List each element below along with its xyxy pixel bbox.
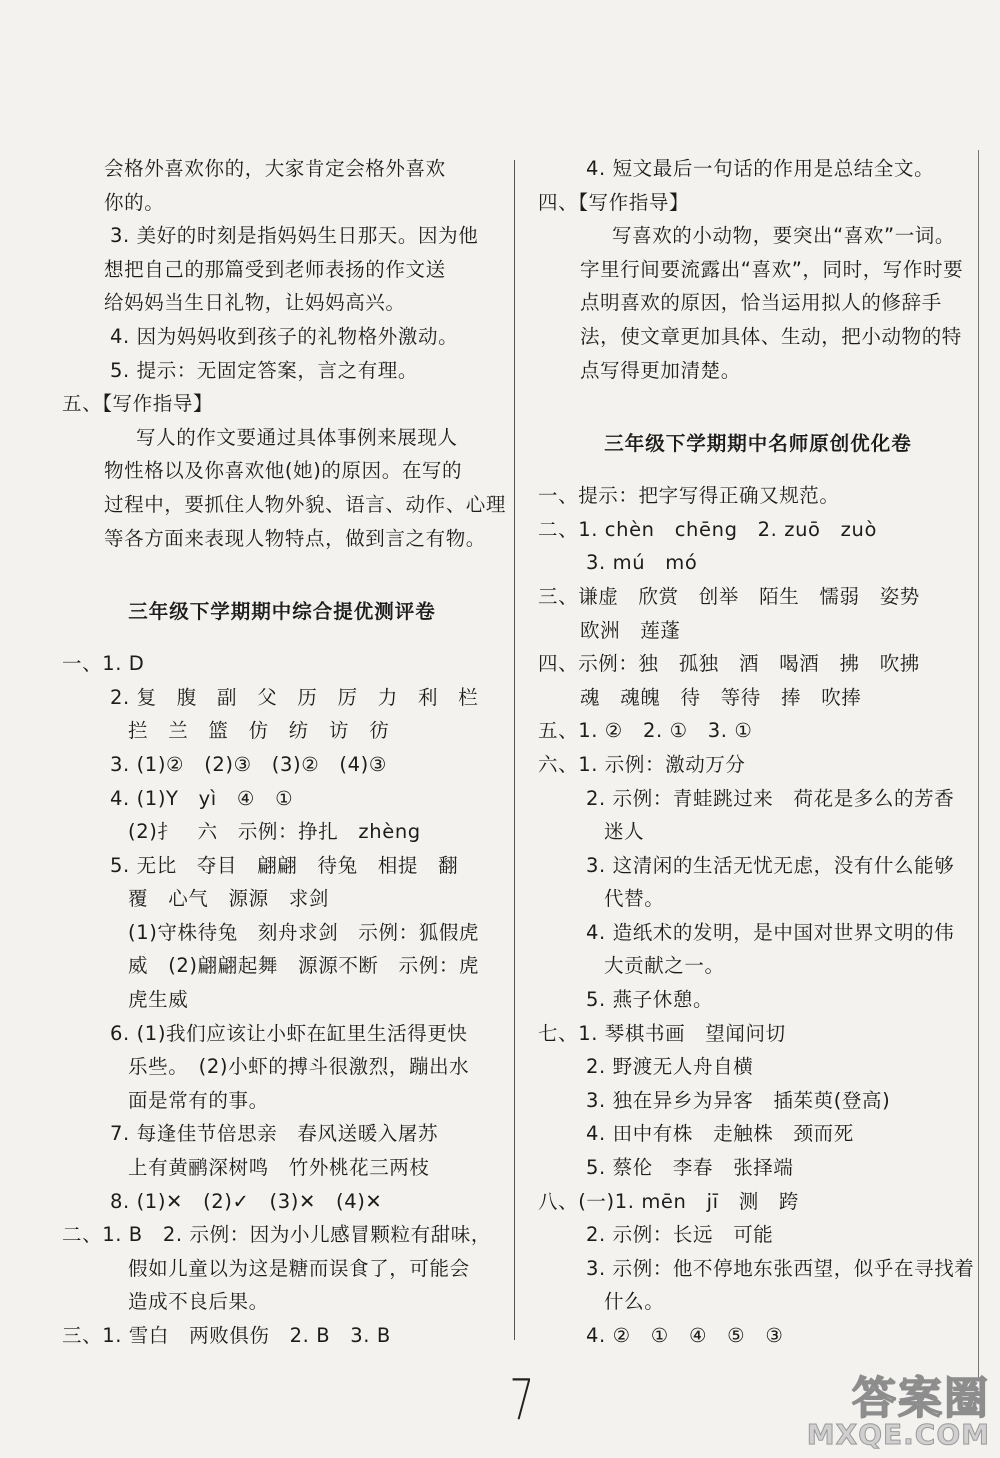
answer-line: 代替。 (604, 887, 665, 911)
answer-line: 上有黄鹂深树鸣 竹外桃花三两枝 (128, 1156, 430, 1180)
answer-line: 虎生威 (128, 988, 189, 1012)
answer-line: 迷人 (604, 820, 645, 844)
watermark (807, 1362, 990, 1451)
answer-line: 7. 每逢佳节倍思亲 春风送暖入屠苏 (110, 1122, 439, 1146)
answer-line: 4. 造纸术的发明，是中国对世界文明的伟 (586, 920, 955, 944)
answer-line: 2. 复 腹 副 父 历 厉 力 利 栏 (110, 685, 479, 709)
exam-title: 三年级下学期期中名师原创优化卷 (604, 432, 912, 456)
answer-line: 4. 田中有株 走触株 颈而死 (586, 1122, 854, 1146)
answer-line: 大贡献之一。 (604, 954, 725, 978)
answer-line: 6. (1)我们应该让小虾在缸里生活得更快 (110, 1021, 468, 1045)
watermark-url: MXQE.COM (806, 1418, 990, 1451)
answer-line: 七、1. 琴棋书画 望闻问切 (538, 1021, 786, 1045)
answer-line: 2. 野渡无人舟自横 (586, 1055, 754, 1079)
answer-line: 五、1. ② 2. ① 3. ① (538, 719, 753, 743)
right-column (538, 152, 978, 1353)
text-line: 想把自己的那篇受到老师表扬的作文送 (104, 257, 446, 281)
text-line: 物性格以及你喜欢他(她)的原因。在写的 (104, 459, 463, 483)
answer-line: 一、1. D (62, 652, 145, 676)
answer-line: 2. 示例：长远 可能 (586, 1223, 774, 1247)
answer-line: 三、谦虚 欣赏 创举 陌生 懦弱 姿势 (538, 584, 920, 608)
answer-line: (1)守株待兔 刻舟求剑 示例：狐假虎 (128, 920, 480, 944)
answer-line: 3. 独在异乡为异客 插茱萸(登高) (586, 1088, 891, 1112)
left-column (62, 152, 507, 1353)
answer-line: 一、提示：把字写得正确又规范。 (538, 484, 840, 508)
text-line: 会格外喜欢你的，大家肯定会格外喜欢 (104, 157, 446, 180)
text-line: 写人的作文要通过具体事例来展现人 (136, 425, 458, 449)
text-line: 法，使文章更加具体、生动，把小动物的特 (580, 324, 962, 348)
answer-line: 八、(一)1. mēn jī 测 跨 (538, 1189, 800, 1213)
text-line: 4. 因为妈妈收到孩子的礼物格外激动。 (110, 324, 459, 348)
text-line: 点写得更加清楚。 (580, 358, 741, 382)
answer-line: 5. 蔡伦 李春 张择端 (586, 1156, 794, 1180)
answer-line: 4. (1)Y yì ④ ① (110, 786, 294, 810)
text-line: 5. 提示：无固定答案，言之有理。 (110, 358, 419, 382)
answer-line: 2. 示例：青蛙跳过来 荷花是多么的芳香 (586, 786, 955, 810)
text-line: 字里行间要流露出“喜欢”，同时，写作时要 (580, 257, 964, 281)
answer-line: 威 (2)翩翩起舞 源源不断 示例：虎 (128, 954, 480, 978)
section-heading: 五、【写作指导】 (62, 392, 214, 416)
text-line: 4. 短文最后一句话的作用是总结全文。 (586, 157, 935, 180)
answer-line: 8. (1)✕ (2)✓ (3)✕ (4)✕ (110, 1189, 383, 1213)
text-line: 等各方面来表现人物特点，做到言之有物。 (104, 526, 486, 550)
answer-line: 四、示例：独 孤独 酒 喝酒 拂 吹拂 (538, 652, 920, 676)
column-divider (514, 160, 515, 1340)
section-heading: 四、【写作指导】 (538, 190, 690, 214)
answer-line: 3. 示例：他不停地东张西望，似乎在寻找着 (586, 1256, 975, 1280)
page-number: 7 (509, 1368, 535, 1433)
text-line: 3. 美好的时刻是指妈妈生日那天。因为他 (110, 224, 479, 248)
answer-line: 假如儿童以为这是糖而误食了，可能会 (128, 1256, 470, 1280)
answer-line: 5. 燕子休憩。 (586, 988, 714, 1012)
answer-line: 魂 魂魄 待 等待 捧 吹捧 (580, 685, 862, 709)
answer-line: 六、1. 示例：激动万分 (538, 752, 746, 776)
answer-line: 什么。 (604, 1290, 665, 1314)
answer-line: 乐些。 (2)小虾的搏斗很激烈，蹦出水 (128, 1055, 470, 1079)
exam-title: 三年级下学期期中综合提优测评卷 (128, 600, 436, 624)
text-line: 写喜欢的小动物，要突出“喜欢”一词。 (612, 224, 956, 248)
answer-line: 三、1. 雪白 两败俱伤 2. B 3. B (62, 1324, 391, 1347)
answer-line: 二、1. chèn chēng 2. zuō zuò (538, 517, 878, 541)
answer-line: 造成不良后果。 (128, 1290, 269, 1314)
answer-line: 3. mú mó (586, 551, 698, 575)
answer-line: 4. ② ① ④ ⑤ ③ (586, 1324, 784, 1347)
answer-line: 3. (1)② (2)③ (3)② (4)③ (110, 752, 387, 776)
answer-line: 面是常有的事。 (128, 1088, 269, 1112)
answer-line: 5. 无比 夺目 翩翩 待兔 相提 翻 (110, 853, 459, 877)
page-edge-line (978, 150, 979, 1380)
answer-line: 覆 心气 源源 求剑 (128, 887, 330, 911)
answer-line: 3. 这清闲的生活无忧无虑，没有什么能够 (586, 853, 955, 877)
answer-line: 二、1. B 2. 示例：因为小儿感冒颗粒有甜味， (62, 1223, 491, 1247)
text-line: 给妈妈当生日礼物，让妈妈高兴。 (104, 291, 406, 315)
text-line: 你的。 (104, 190, 165, 214)
answer-line: 欧洲 莲蓬 (580, 618, 681, 642)
text-line: 过程中，要抓住人物外貌、语言、动作、心理 (104, 492, 507, 516)
watermark-logo: 答案圈 (852, 1373, 990, 1424)
answer-line: (2)扌 六 示例：挣扎 zhèng (128, 820, 421, 844)
answer-line: 拦 兰 篮 仿 纺 访 彷 (128, 719, 390, 743)
text-line: 点明喜欢的原因，恰当运用拟人的修辞手 (580, 291, 942, 315)
